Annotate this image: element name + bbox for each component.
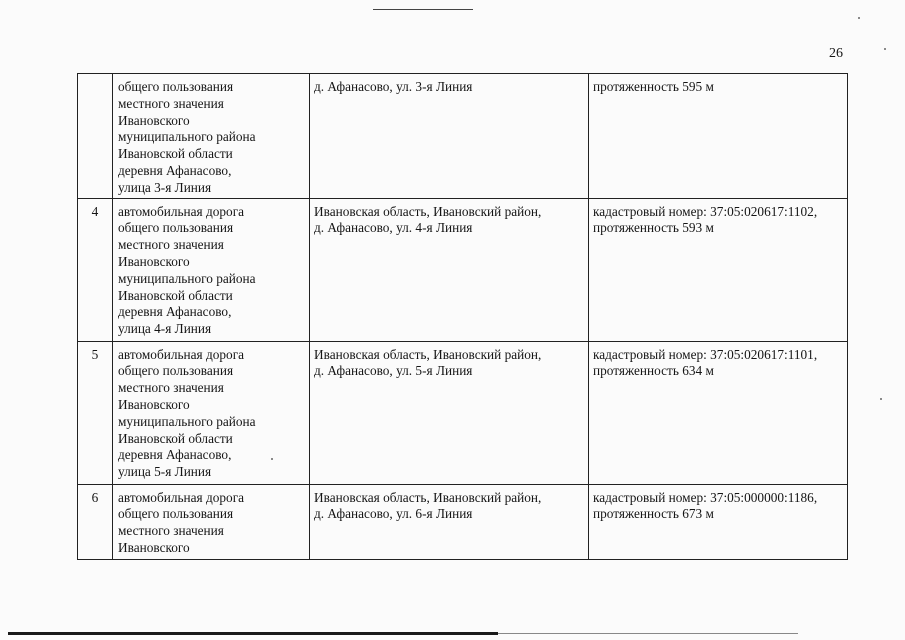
- road-name-cell: [113, 74, 310, 199]
- description-line: протяженность 595 м: [593, 79, 714, 94]
- road-name-line: муниципального района: [118, 413, 256, 429]
- road-name-line: муниципального района: [118, 270, 256, 286]
- row-number: [78, 74, 113, 199]
- road-name-line: местного значения: [118, 237, 224, 253]
- address-line: Ивановская область, Ивановский район,: [314, 489, 542, 505]
- road-name-line: автомобильная дорога: [118, 203, 245, 219]
- road-name-line: общего пользования: [118, 79, 234, 94]
- bottom-scan-line: [8, 632, 498, 635]
- address-cell: [310, 341, 589, 484]
- road-name-line: общего пользования: [118, 220, 234, 236]
- road-name-line: деревня Афанасово,: [118, 304, 232, 320]
- address-line: д. Афанасово, ул. 4-я Линия: [314, 220, 473, 236]
- scan-speck: [884, 48, 886, 50]
- description-line: кадастровый номер: 37:05:020617:1102,: [593, 203, 818, 219]
- address-cell: [310, 198, 589, 341]
- description-line: протяженность 634 м: [593, 363, 714, 379]
- top-scan-line: [373, 9, 473, 10]
- road-name-line: Ивановского: [118, 539, 190, 555]
- description-line: кадастровый номер: 37:05:000000:1186,: [593, 489, 818, 505]
- description-line: протяженность 593 м: [593, 220, 714, 236]
- address-line: д. Афанасово, ул. 5-я Линия: [314, 363, 473, 379]
- road-name-line: Ивановской области: [118, 430, 233, 446]
- road-name-cell: [113, 341, 310, 484]
- road-name-line: местного значения: [118, 95, 224, 111]
- scan-speck: [271, 458, 273, 460]
- road-name-line: Ивановского: [118, 112, 190, 128]
- row-number: 4: [78, 198, 113, 341]
- address-cell: [310, 484, 589, 559]
- road-name-line: общего пользования: [118, 506, 234, 522]
- road-name-line: Ивановской области: [118, 287, 233, 303]
- road-name-line: Ивановского: [118, 396, 190, 412]
- table-row: [78, 484, 848, 559]
- road-name-cell: [113, 484, 310, 559]
- description-cell: [589, 74, 848, 199]
- address-line: Ивановская область, Ивановский район,: [314, 203, 542, 219]
- road-name-line: автомобильная дорога: [118, 489, 245, 505]
- description-line: протяженность 673 м: [593, 506, 714, 522]
- row-number: 5: [78, 341, 113, 484]
- road-name-line: местного значения: [118, 523, 224, 539]
- road-name-line: улица 4-я Линия: [118, 321, 212, 337]
- bottom-scan-line-thin: [498, 633, 798, 634]
- road-name-line: улица 5-я Линия: [118, 464, 212, 480]
- page-number: 26: [829, 46, 843, 61]
- road-name-cell: [113, 198, 310, 341]
- row-number: 6: [78, 484, 113, 559]
- table-row: [78, 74, 848, 199]
- address-line: д. Афанасово, ул. 6-я Линия: [314, 506, 473, 522]
- description-line: кадастровый номер: 37:05:020617:1101,: [593, 346, 818, 362]
- road-name-line: Ивановского: [118, 253, 190, 269]
- address-line: д. Афанасово, ул. 3-я Линия: [314, 79, 473, 94]
- scan-speck: [880, 398, 882, 400]
- scan-speck: [858, 17, 860, 19]
- road-name-line: местного значения: [118, 380, 224, 396]
- road-name-line: Ивановской области: [118, 146, 233, 162]
- road-name-line: деревня Афанасово,: [118, 162, 232, 178]
- address-line: Ивановская область, Ивановский район,: [314, 346, 542, 362]
- road-name-line: общего пользования: [118, 363, 234, 379]
- description-cell: [589, 484, 848, 559]
- description-cell: [589, 341, 848, 484]
- road-name-line: автомобильная дорога: [118, 346, 245, 362]
- road-name-line: муниципального района: [118, 129, 256, 145]
- road-name-line: деревня Афанасово,: [118, 447, 232, 463]
- address-cell: [310, 74, 589, 199]
- description-cell: [589, 198, 848, 341]
- road-name-line: улица 3-я Линия: [118, 179, 212, 195]
- roads-table: [77, 73, 848, 560]
- table-row: [78, 198, 848, 341]
- table-row: [78, 341, 848, 484]
